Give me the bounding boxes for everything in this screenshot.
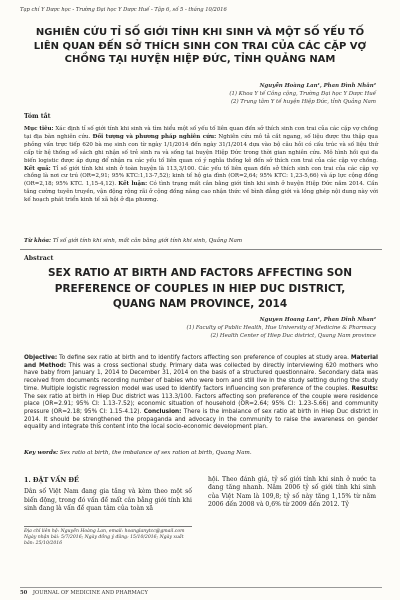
section-divider — [20, 249, 382, 250]
running-head: Tạp chí Y Dược học - Trường Đại học Y Dược Huế - Tập 6, số 5 - tháng 10/2016 — [20, 7, 227, 13]
en-objective-text: To define sex ratio at birth and to identify factors affecting son preference of couples at study area. — [57, 355, 351, 361]
vn-objective-label: Mục tiêu: — [24, 126, 54, 132]
vn-objective-text: Xác định tỉ số giới tính khi sinh và tìm hiểu một số yếu tố liên quan đến sở thích sinh con trai của các cặp vợ chồng tại địa bàn nghiên cứu. — [24, 126, 378, 140]
en-authors-block — [187, 316, 376, 340]
en-title: SEX RATIO AT BIRTH AND FACTORS AFFECTING SON PREFERENCE OF COUPLES IN HIEP DUC DISTRICT, QUANG NAM PROVINCE, 2014 — [47, 267, 353, 310]
en-conclusion-label: Conclusion: — [143, 408, 182, 415]
en-keywords — [24, 450, 378, 456]
en-keywords-label: Key words: — [24, 450, 59, 456]
vn-result-text: Tỉ số giới tính khi sinh ở toàn huyện là 113,3/100. Các yếu tố liên quan đến sở thích sinh con trai của các cặp vợ chồng là nơi cư trú (OR=2,91; 95% KTC:1,13-7,52); kinh tế hộ gia đình (OR=2,64; 95% KTC: 1,23-5,66) và áp lực cộng đồng (OR=2,18; 95% KTC. 1,15-4,12). — [24, 165, 378, 188]
en-result-label: Results: — [351, 385, 378, 392]
page-footer — [20, 590, 148, 596]
intro-heading: 1. ĐẶT VẤN ĐỀ — [24, 476, 79, 484]
en-affiliation-2: (2) Health Center of Hiep Duc district, Quang Nam province — [210, 333, 376, 339]
vn-method-label: Đối tượng và phương pháp nghiên cứu: — [92, 133, 217, 140]
en-keywords-text: Sex ratio at birth, the imbalance of sex ration at birth, Quang Nam. — [58, 450, 252, 456]
vn-result-label: Kết quả: — [24, 165, 51, 172]
en-objective-label: Objective: — [24, 355, 58, 361]
footer-divider — [20, 587, 382, 588]
intro-right-column — [208, 476, 376, 510]
en-conclusion-text: There is the imbalance of sex ratio at birth in Hiep Duc district in 2014. It should be strengthened the propaganda and advocacy in the community to raise the awareness on gender equality and integrate this content into the local socio-economic development plan. — [24, 408, 378, 431]
journal-name: JOURNAL OF MEDICINE AND PHARMACY — [32, 590, 148, 596]
en-abstract — [24, 355, 378, 432]
footnote-dates: Ngày nhận bài: 5/7/2016; Ngày đồng ý đăng: 15/10/2016; Ngày xuất bản: 25/10/2016 — [24, 535, 184, 546]
vn-title: NGHIÊN CỨU TỈ SỐ GIỚI TÍNH KHI SINH VÀ MỘT SỐ YẾU TỐ LIÊN QUAN ĐẾN SỞ THÍCH SINH CON TRAI CỦA CÁC CẶP VỢ CHỒNG TẠI HUYỆN HIỆP ĐỨC, TỈNH QUẢNG NAM — [33, 27, 367, 65]
en-affiliation-1: (1) Faculty of Public Health, Hue University of Medicine & Pharmacy — [186, 325, 376, 331]
vn-authors-block — [229, 82, 376, 106]
vn-abstract-heading: Tóm tắt — [24, 113, 51, 120]
vn-abstract — [24, 126, 378, 205]
correspondence-footnote — [24, 526, 192, 547]
en-result-text: The sex ratio at birth in Hiep Duc district was 113.3/100. Factors affecting son preference of the couple were residence place (OR=2.91; 95% CI: 1.13-7.52); economic situation of household (OR=2.64; 95% CI: 1.23-5.66) and community pressure (OR=2.18; 95% CI: 1.15-4.12). — [24, 393, 378, 415]
intro-left-text: Dân số Việt Nam đang gia tăng và kèm theo một số biến động, trong đó vấn đề mất cân bằng giới tính khi sinh đang là vấn đề quan tâm của toàn xã — [24, 488, 192, 513]
footnote-contact: Địa chỉ liên hệ: Nguyễn Hoàng Lan, email: hoanglanytcc@gmail.com — [24, 529, 185, 534]
en-method-text: This was a cross sectional study. Primary data was collected by directly interviewing 620 mothers who have baby from January 1, 2014 to December 31, 2014 on the basis of a structured questionnaire. Secondary data was received from documents recording number of babies who were born and still live in the study setting during the study time. Multiple logistic regression model was used to identify factors influencing son preference of the couples. — [24, 362, 378, 392]
vn-method-text: Nghiên cứu mô tả cắt ngang, số liệu được thu thập qua phỏng vấn trực tiếp 620 bà mẹ sinh con từ ngày 1/1/2014 đến ngày 31/1/2014 dựa vào bộ câu hỏi có cấu trúc và số liệu thứ cấp từ hệ thống sổ sách ghi nhận số trẻ sinh ra và sống tại huyện Hiệp Đức trong thời gian nghiên cứu. Mô hình hồi qui đa biến logistic được áp dụng để nhận ra các yếu tố liên quan có ý nghĩa thống kê đến sở thích con trai của các cặp vợ chồng. — [24, 133, 378, 164]
vn-keywords — [24, 238, 378, 244]
en-method-label: Material and Method: — [24, 355, 378, 369]
en-authors: Nguyen Hoang Lan¹, Phan Dinh Nhan² — [259, 317, 376, 323]
vn-authors: Nguyễn Hoàng Lan¹, Phan Đình Nhân² — [259, 83, 376, 89]
vn-keywords-label: Từ khóa: — [24, 238, 52, 244]
vn-affiliation-1: (1) Khoa Y tế Công cộng, Trường Đại học Y Dược Huế — [229, 91, 376, 97]
vn-conclusion-label: Kết luận: — [118, 181, 148, 188]
page-number: 50 — [20, 590, 28, 596]
vn-conclusion-text: Có tình trạng mất cân bằng giới tính khi sinh ở huyện Hiệp Đức năm 2014. Cần tăng cường tuyên truyền, vận động rộng rãi ở cộng đồng nâng cao nhận thức về bình đẳng giới và lồng ghép nội dung này với kế hoạch phát triển kinh tế xã hội ở địa phương. — [24, 181, 378, 204]
vn-affiliation-2: (2) Trung tâm Y tế huyện Hiệp Đức, tỉnh Quảng Nam — [230, 99, 376, 105]
en-abstract-heading: Abstract — [24, 255, 54, 262]
intro-left-column — [24, 476, 192, 514]
vn-keywords-text: Tỉ số giới tính khi sinh, mất cân bằng giới tính khi sinh, Quảng Nam — [51, 238, 243, 244]
intro-right-text: hội. Theo đánh giá, tỷ số giới tính khi sinh ở nước ta đang tăng nhanh. Năm 2006 tỷ số giới tính khi sinh của Việt Nam là 109,8; tỷ số này tăng 1,15% từ năm 2006 đến 2008 và 0,6% từ 2009 đến 2012. Tỷ — [208, 476, 376, 509]
